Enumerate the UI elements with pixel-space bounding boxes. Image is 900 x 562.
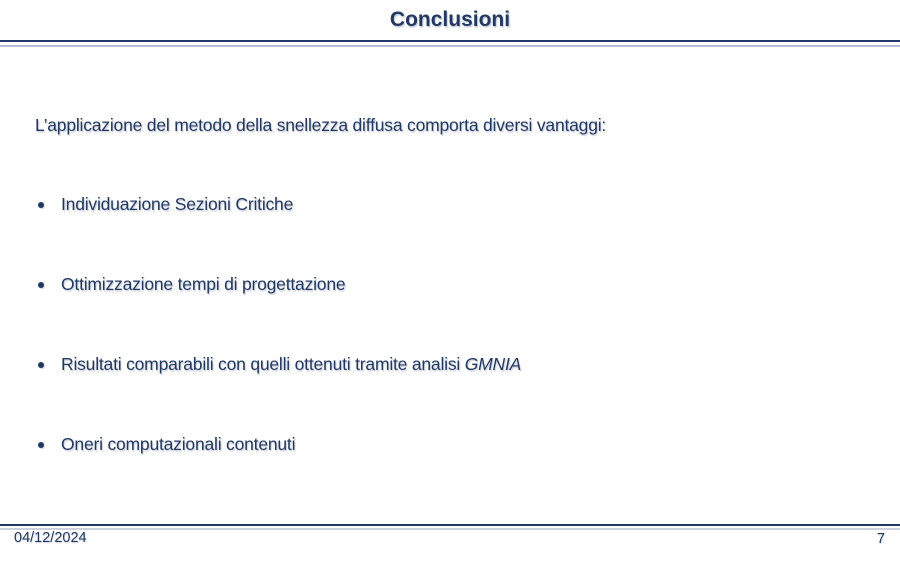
header-separator-light-line	[0, 45, 900, 47]
bullet-text	[61, 193, 293, 216]
bullet-text-main: Individuazione Sezioni Critiche	[61, 194, 294, 214]
footer-separator	[0, 524, 900, 530]
header-separator	[0, 40, 900, 47]
bullet-text-main: Risultati comparabili con quelli ottenuti tramite analisi	[61, 354, 465, 374]
bullet-item	[38, 193, 293, 216]
bullet-text	[61, 273, 345, 296]
bullet-item	[38, 273, 345, 296]
bullet-icon	[38, 282, 44, 288]
bullet-item	[38, 353, 521, 376]
footer-separator-light-line	[0, 528, 900, 530]
bullet-text	[61, 433, 295, 456]
bullet-text-main: Oneri computazionali contenuti	[61, 434, 296, 454]
footer-date: 04/12/2024	[14, 530, 87, 546]
bullet-icon	[38, 442, 44, 448]
footer-page-number: 7	[876, 531, 885, 547]
bullet-text-main: Ottimizzazione tempi di progettazione	[61, 274, 346, 294]
bullet-text	[61, 353, 521, 376]
bullet-item	[38, 433, 295, 456]
intro-text: L’applicazione del metodo della snellezza diffusa comporta diversi vantaggi:	[35, 115, 607, 135]
bullet-text-italic: GMNIA	[464, 354, 522, 374]
bullet-icon	[38, 362, 44, 368]
bullet-icon	[38, 202, 44, 208]
slide-title: Conclusioni	[389, 8, 511, 31]
